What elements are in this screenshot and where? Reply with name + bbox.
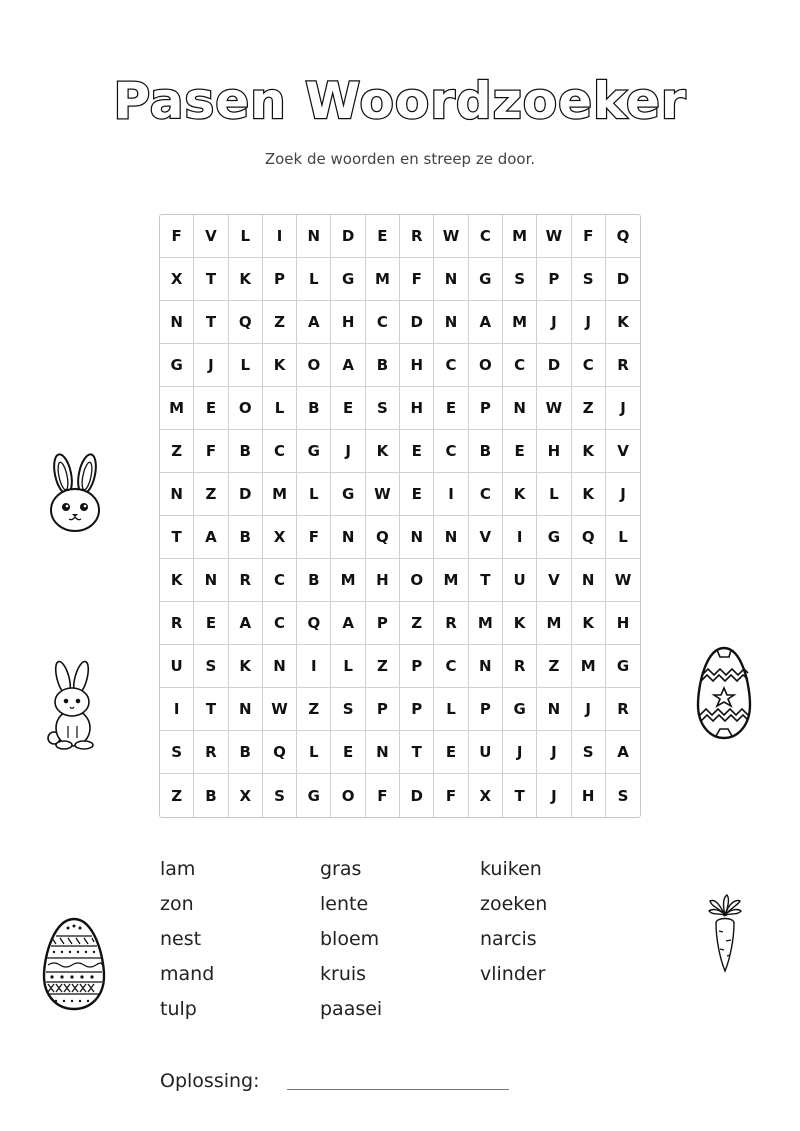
grid-cell[interactable]: H <box>366 559 400 602</box>
grid-cell[interactable]: E <box>400 430 434 473</box>
grid-cell[interactable]: T <box>469 559 503 602</box>
grid-cell[interactable]: K <box>229 258 263 301</box>
grid-cell[interactable]: O <box>469 344 503 387</box>
grid-cell[interactable]: F <box>400 258 434 301</box>
word-list-item: nest <box>160 928 202 950</box>
grid-cell[interactable]: T <box>503 774 537 817</box>
grid-cell[interactable]: U <box>469 731 503 774</box>
grid-cell[interactable]: E <box>331 731 365 774</box>
grid-cell[interactable]: V <box>537 559 571 602</box>
grid-cell[interactable]: X <box>469 774 503 817</box>
grid-cell[interactable]: I <box>297 645 331 688</box>
grid-cell[interactable]: N <box>469 645 503 688</box>
grid-cell[interactable]: U <box>503 559 537 602</box>
grid-cell[interactable]: C <box>469 473 503 516</box>
grid-cell[interactable]: S <box>263 774 297 817</box>
grid-cell[interactable]: B <box>297 559 331 602</box>
grid-cell[interactable]: E <box>400 473 434 516</box>
grid-cell[interactable]: C <box>366 301 400 344</box>
grid-cell[interactable]: K <box>503 602 537 645</box>
grid-cell[interactable]: N <box>434 516 468 559</box>
grid-cell[interactable]: T <box>194 301 228 344</box>
grid-cell[interactable]: M <box>331 559 365 602</box>
grid-cell[interactable]: Q <box>297 602 331 645</box>
grid-cell[interactable]: G <box>160 344 194 387</box>
grid-cell[interactable]: L <box>434 688 468 731</box>
grid-cell[interactable]: L <box>229 215 263 258</box>
grid-cell[interactable]: F <box>572 215 606 258</box>
word-list <box>160 858 580 1033</box>
grid-cell[interactable]: G <box>297 430 331 473</box>
grid-cell[interactable]: Z <box>297 688 331 731</box>
grid-cell[interactable]: B <box>229 516 263 559</box>
grid-cell[interactable]: P <box>400 645 434 688</box>
grid-cell[interactable]: R <box>160 602 194 645</box>
grid-cell[interactable]: R <box>503 645 537 688</box>
grid-cell[interactable]: D <box>229 473 263 516</box>
grid-cell[interactable]: C <box>572 344 606 387</box>
instructions: Zoek de woorden en streep ze door. <box>264 150 536 168</box>
star-zigzag-egg-icon <box>696 645 752 741</box>
grid-cell[interactable]: C <box>263 559 297 602</box>
grid-cell[interactable]: A <box>469 301 503 344</box>
grid-cell[interactable]: N <box>400 516 434 559</box>
grid-cell[interactable]: E <box>366 215 400 258</box>
grid-cell[interactable]: B <box>194 774 228 817</box>
grid-cell[interactable]: L <box>229 344 263 387</box>
grid-cell[interactable]: W <box>537 215 571 258</box>
grid-cell[interactable]: A <box>331 602 365 645</box>
grid-cell[interactable]: B <box>297 387 331 430</box>
grid-cell[interactable]: L <box>331 645 365 688</box>
grid-cell[interactable]: N <box>434 301 468 344</box>
grid-cell[interactable]: C <box>263 430 297 473</box>
grid-cell[interactable]: Z <box>366 645 400 688</box>
grid-cell[interactable]: B <box>229 731 263 774</box>
grid-cell[interactable]: E <box>194 602 228 645</box>
grid-cell[interactable]: H <box>606 602 640 645</box>
grid-cell[interactable]: X <box>160 258 194 301</box>
grid-cell[interactable]: L <box>297 258 331 301</box>
grid-cell[interactable]: C <box>503 344 537 387</box>
grid-cell[interactable]: S <box>572 731 606 774</box>
grid-cell[interactable]: A <box>331 344 365 387</box>
grid-cell[interactable]: Z <box>572 387 606 430</box>
grid-cell[interactable]: S <box>160 731 194 774</box>
grid-cell[interactable]: S <box>572 258 606 301</box>
grid-cell[interactable]: E <box>434 387 468 430</box>
grid-cell[interactable]: C <box>434 344 468 387</box>
grid-cell[interactable]: D <box>400 301 434 344</box>
grid-cell[interactable]: Z <box>160 774 194 817</box>
grid-cell[interactable]: R <box>400 215 434 258</box>
word-list-item: vlinder <box>480 963 546 985</box>
grid-cell[interactable]: Q <box>229 301 263 344</box>
grid-cell[interactable]: N <box>366 731 400 774</box>
grid-cell[interactable]: M <box>160 387 194 430</box>
grid-cell[interactable]: S <box>194 645 228 688</box>
grid-cell[interactable]: J <box>194 344 228 387</box>
grid-cell[interactable]: J <box>537 774 571 817</box>
grid-cell[interactable]: N <box>537 688 571 731</box>
grid-cell[interactable]: K <box>572 430 606 473</box>
word-search-grid <box>159 214 641 818</box>
grid-cell[interactable]: N <box>434 258 468 301</box>
grid-cell[interactable]: D <box>606 258 640 301</box>
grid-cell[interactable]: K <box>503 473 537 516</box>
grid-cell[interactable]: L <box>537 473 571 516</box>
word-list-item: narcis <box>480 928 537 950</box>
grid-cell[interactable]: T <box>400 731 434 774</box>
grid-cell[interactable]: J <box>606 387 640 430</box>
grid-cell[interactable]: Q <box>606 215 640 258</box>
word-list-item: lam <box>160 858 196 880</box>
grid-cell[interactable]: N <box>572 559 606 602</box>
grid-cell[interactable]: P <box>366 688 400 731</box>
grid-cell[interactable]: J <box>606 473 640 516</box>
grid-cell[interactable]: S <box>617 786 629 805</box>
grid-cell[interactable]: P <box>366 602 400 645</box>
grid-cell[interactable]: L <box>297 473 331 516</box>
grid-cell[interactable]: A <box>606 731 640 774</box>
word-list-item: paasei <box>320 998 383 1020</box>
solution-answer-line[interactable] <box>287 1089 509 1090</box>
grid-cell[interactable]: M <box>263 473 297 516</box>
grid-cell[interactable]: P <box>263 258 297 301</box>
grid-cell[interactable]: J <box>537 731 571 774</box>
grid-cell[interactable]: G <box>331 473 365 516</box>
grid-cell[interactable]: G <box>503 688 537 731</box>
grid-cell[interactable]: F <box>366 774 400 817</box>
grid-cell[interactable]: N <box>503 387 537 430</box>
grid-cell[interactable]: I <box>434 473 468 516</box>
grid-cell[interactable]: H <box>331 301 365 344</box>
grid-cell[interactable]: M <box>366 258 400 301</box>
word-list-item: lente <box>320 893 369 915</box>
grid-cell[interactable]: A <box>194 516 228 559</box>
grid-cell[interactable]: K <box>160 559 194 602</box>
grid-cell[interactable]: L <box>297 731 331 774</box>
grid-cell[interactable]: K <box>606 301 640 344</box>
word-list-item: zoeken <box>480 893 548 915</box>
grid-cell[interactable]: R <box>606 688 640 731</box>
grid-cell[interactable]: N <box>160 473 194 516</box>
grid-cell[interactable]: S <box>331 688 365 731</box>
grid-cell[interactable]: D <box>537 344 571 387</box>
grid-cell[interactable]: I <box>263 215 297 258</box>
grid-cell[interactable]: G <box>331 258 365 301</box>
grid-cell[interactable]: F <box>194 430 228 473</box>
grid-cell[interactable]: M <box>434 559 468 602</box>
grid-cell[interactable]: M <box>503 215 537 258</box>
grid-cell[interactable]: N <box>194 559 228 602</box>
sitting-bunny-icon <box>46 658 98 750</box>
grid-cell[interactable]: F <box>160 215 194 258</box>
grid-cell[interactable]: D <box>400 774 434 817</box>
grid-cell[interactable]: T <box>160 516 194 559</box>
grid-cell[interactable]: Z <box>400 602 434 645</box>
word-list-item: kuiken <box>480 858 542 880</box>
grid-cell[interactable]: W <box>366 473 400 516</box>
word-list-item: kruis <box>320 963 367 985</box>
grid-cell[interactable]: O <box>400 559 434 602</box>
grid-cell[interactable]: G <box>537 516 571 559</box>
grid-cell[interactable]: K <box>572 602 606 645</box>
grid-cell[interactable]: H <box>537 430 571 473</box>
grid-cell[interactable]: U <box>160 645 194 688</box>
grid-cell[interactable]: M <box>572 645 606 688</box>
grid-cell[interactable]: L <box>606 516 640 559</box>
grid-cell[interactable]: Z <box>263 301 297 344</box>
grid-cell[interactable]: E <box>194 387 228 430</box>
grid-cell[interactable]: Q <box>572 516 606 559</box>
grid-cell[interactable]: O <box>229 387 263 430</box>
grid-cell[interactable]: M <box>469 602 503 645</box>
grid-cell[interactable]: W <box>537 387 571 430</box>
grid-cell[interactable]: K <box>229 645 263 688</box>
grid-cell[interactable]: R <box>194 731 228 774</box>
word-list-item <box>480 998 580 1033</box>
word-list-item: bloem <box>320 928 380 950</box>
grid-cell[interactable]: S <box>503 258 537 301</box>
grid-cell[interactable]: Z <box>160 430 194 473</box>
grid-cell[interactable]: J <box>572 688 606 731</box>
grid-cell[interactable]: N <box>331 516 365 559</box>
grid-cell[interactable]: B <box>366 344 400 387</box>
word-list-item: gras <box>320 858 362 880</box>
grid-cell[interactable]: I <box>503 516 537 559</box>
grid-cell[interactable]: E <box>434 731 468 774</box>
grid-cell[interactable]: C <box>434 430 468 473</box>
grid-cell[interactable]: N <box>229 688 263 731</box>
grid-cell[interactable]: Q <box>366 516 400 559</box>
grid-cell[interactable]: F <box>297 516 331 559</box>
grid-cell[interactable]: N <box>160 301 194 344</box>
grid-cell[interactable]: J <box>537 301 571 344</box>
grid-cell[interactable]: G <box>469 258 503 301</box>
grid-cell[interactable]: Z <box>194 473 228 516</box>
grid-cell[interactable]: V <box>606 430 640 473</box>
grid-cell[interactable]: P <box>400 688 434 731</box>
solution-label: Oplossing: <box>160 1070 260 1092</box>
grid-cell[interactable]: T <box>194 258 228 301</box>
grid-cell[interactable]: J <box>572 301 606 344</box>
grid-cell[interactable]: V <box>469 516 503 559</box>
grid-cell[interactable]: I <box>160 688 194 731</box>
grid-cell[interactable]: P <box>469 688 503 731</box>
grid-cell[interactable]: T <box>194 688 228 731</box>
carrot-icon <box>706 893 744 975</box>
grid-cell[interactable]: X <box>263 516 297 559</box>
bunny-face-icon <box>44 452 106 534</box>
grid-cell[interactable]: W <box>263 688 297 731</box>
grid-cell[interactable]: A <box>229 602 263 645</box>
grid-cell[interactable]: J <box>503 731 537 774</box>
grid-cell[interactable]: N <box>263 645 297 688</box>
word-list-item: mand <box>160 963 215 985</box>
grid-cell[interactable]: C <box>263 602 297 645</box>
grid-cell[interactable]: H <box>400 387 434 430</box>
grid-cell[interactable]: L <box>263 387 297 430</box>
grid-cell[interactable]: R <box>434 602 468 645</box>
grid-cell[interactable]: J <box>331 430 365 473</box>
grid-cell[interactable]: W <box>434 215 468 258</box>
grid-cell[interactable]: H <box>572 774 606 817</box>
grid-cell[interactable]: W <box>606 559 640 602</box>
grid-cell[interactable]: O <box>297 344 331 387</box>
grid-cell[interactable]: C <box>434 645 468 688</box>
grid-cell[interactable]: P <box>469 387 503 430</box>
grid-cell[interactable]: K <box>572 473 606 516</box>
grid-cell[interactable]: F <box>434 774 468 817</box>
grid-cell[interactable]: E <box>331 387 365 430</box>
grid-cell[interactable]: R <box>606 344 640 387</box>
grid-cell[interactable]: X <box>229 774 263 817</box>
grid-cell[interactable]: B <box>469 430 503 473</box>
grid-cell[interactable]: K <box>263 344 297 387</box>
grid-cell[interactable]: V <box>194 215 228 258</box>
grid-cell[interactable]: P <box>537 258 571 301</box>
grid-cell[interactable]: G <box>606 645 640 688</box>
grid-cell[interactable]: Q <box>263 731 297 774</box>
grid-cell[interactable]: Z <box>537 645 571 688</box>
grid-cell[interactable]: M <box>503 301 537 344</box>
grid-cell[interactable]: A <box>297 301 331 344</box>
word-list-item: tulp <box>160 998 197 1020</box>
grid-cell[interactable]: S <box>366 387 400 430</box>
grid-cell[interactable]: C <box>469 215 503 258</box>
grid-cell[interactable]: R <box>229 559 263 602</box>
word-list-item: zon <box>160 893 194 915</box>
grid-cell[interactable]: K <box>366 430 400 473</box>
grid-cell[interactable]: H <box>400 344 434 387</box>
page-title: Pasen Woordzoeker <box>113 72 687 130</box>
grid-cell[interactable]: N <box>297 215 331 258</box>
grid-cell[interactable]: B <box>229 430 263 473</box>
grid-cell[interactable]: O <box>331 774 365 817</box>
grid-cell[interactable]: D <box>331 215 365 258</box>
grid-cell[interactable]: G <box>297 774 331 817</box>
grid-cell[interactable]: M <box>537 602 571 645</box>
patterned-egg-icon <box>42 916 106 1012</box>
grid-cell[interactable]: E <box>503 430 537 473</box>
